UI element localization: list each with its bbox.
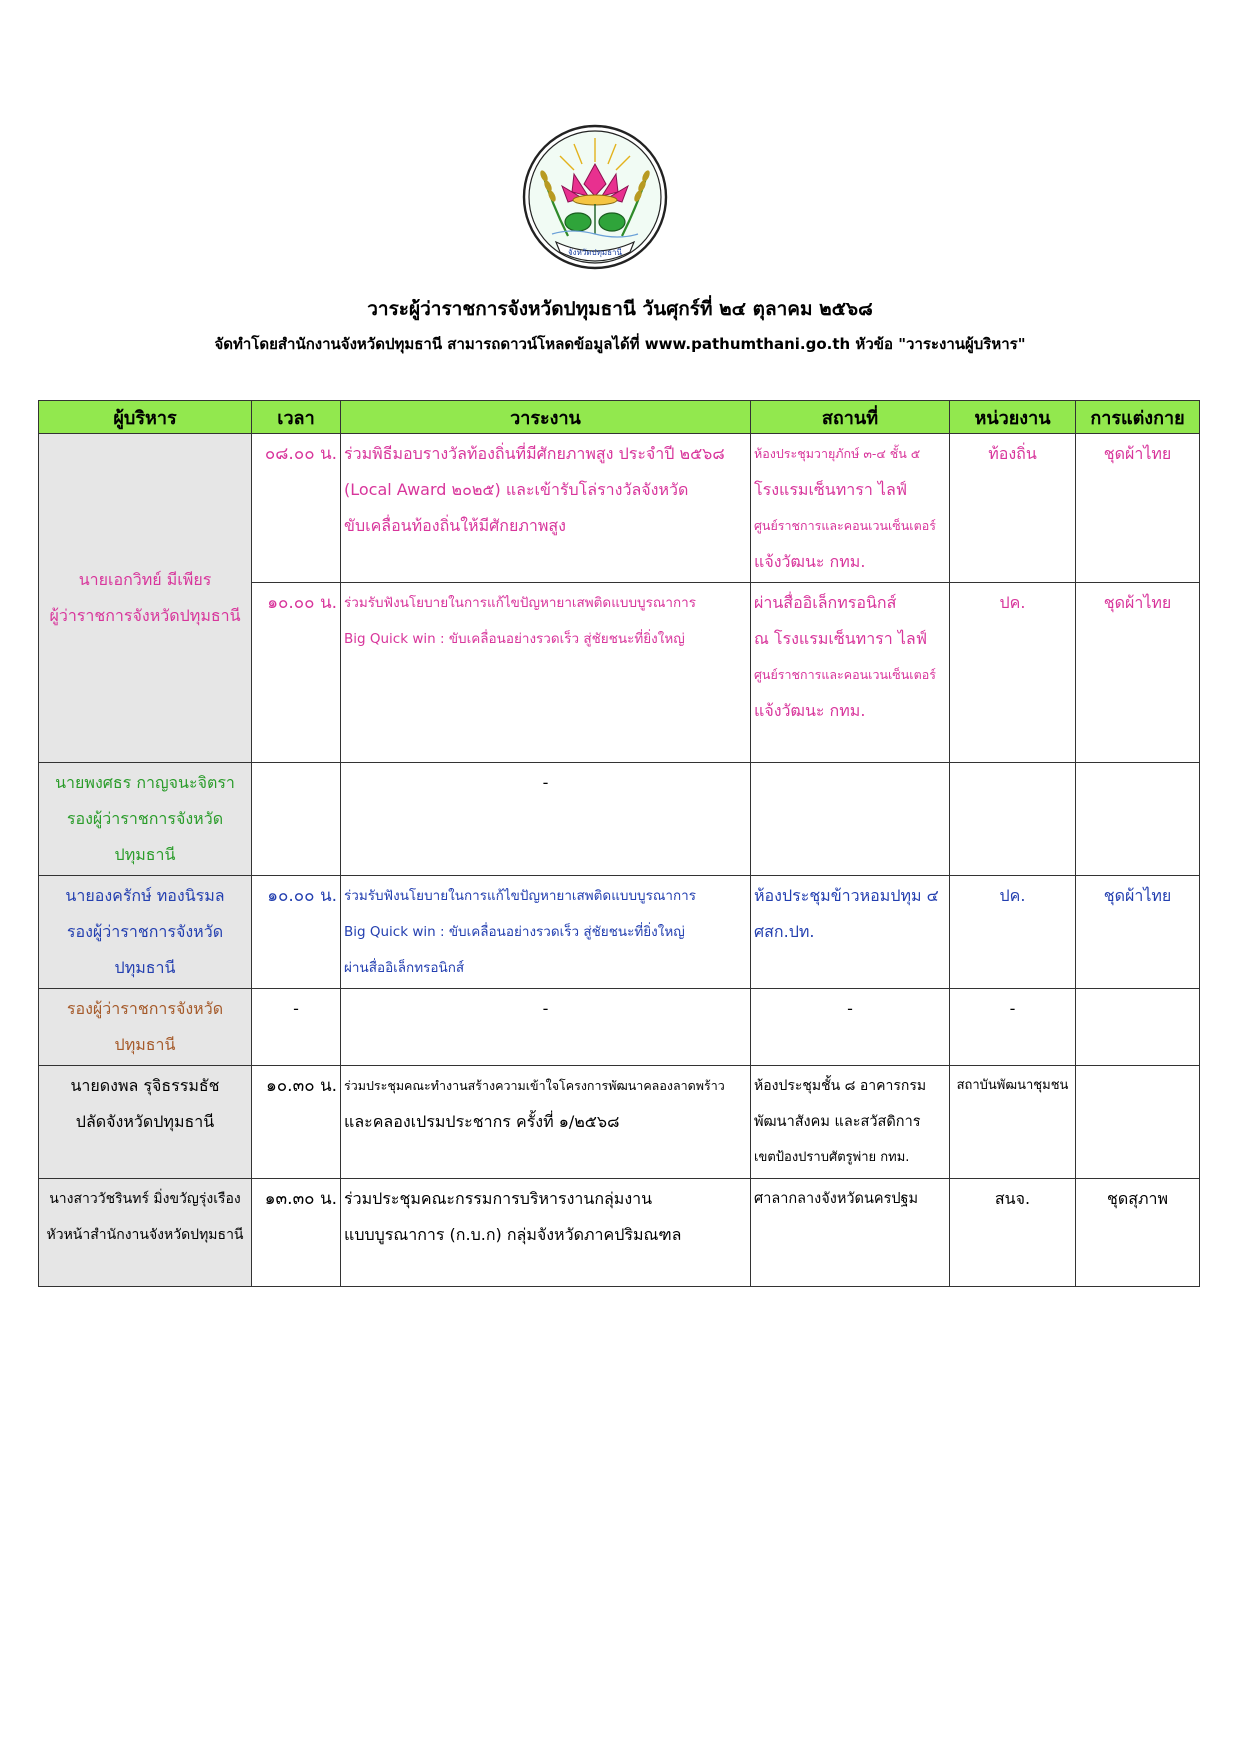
page-title: วาระผู้ว่าราชการจังหวัดปทุมธานี วันศุกร์ที่ ๒๔ ตุลาคม ๒๕๖๘ [367,298,873,320]
executive-position: รองผู้ว่าราชการจังหวัดปทุมธานี [66,809,224,864]
table-row [39,1066,1200,1179]
time-cell: ๑๓.๓๐ น. [252,1179,341,1287]
provincial-seal-logo [522,124,668,270]
executive-cell [39,763,252,876]
executive-name: นายพงศธร กาญจนะจิตรา [55,773,235,792]
dress-cell [1076,1066,1200,1179]
dress-cell: ชุดผ้าไทย [1076,876,1200,989]
executive-name: นายเอกวิทย์ มีเพียร [78,570,212,589]
unit-cell: สถาบันพัฒนาชุมชน [950,1066,1076,1179]
place-cell: ห้องประชุมข้าวหอมปทุม ๔ ศสก.ปท. [751,876,950,989]
time-cell: - [252,989,341,1066]
agenda-cell: ร่วมรับฟังนโยบายในการแก้ไขปัญหายาเสพติดแบบบูรณาการ Big Quick win : ขับเคลื่อนอย่างรวดเร็ว สู่ชัยชนะที่ยิ่งใหญ่ ผ่านสื่ออิเล็กทรอนิกส์ [341,876,751,989]
unit-cell: ปค. [950,583,1076,763]
time-cell: ๐๘.๐๐ น. [252,434,341,583]
time-cell: ๑๐.๐๐ น. [252,583,341,763]
agenda-cell: ร่วมรับฟังนโยบายในการแก้ไขปัญหายาเสพติดแบบบูรณาการ Big Quick win : ขับเคลื่อนอย่างรวดเร็ว สู่ชัยชนะที่ยิ่งใหญ่ [341,583,751,763]
executive-position: รองผู้ว่าราชการจังหวัดปทุมธานี [66,999,224,1054]
executive-cell [39,1066,252,1179]
executive-position: หัวหน้าสำนักงานจังหวัดปทุมธานี [46,1227,244,1243]
column-header-executive: ผู้บริหาร [39,401,252,434]
agenda-cell: - [341,989,751,1066]
executive-name: นายดงพล รุจิธรรมธัช [70,1076,220,1095]
page-subtitle: จัดทำโดยสำนักงานจังหวัดปทุมธานี สามารถดาวน์โหลดข้อมูลได้ที่ www.pathumthani.go.th หัวข้อ "วาระงานผู้บริหาร" [214,335,1026,353]
place-cell: ห้องประชุมวายุภักษ์ ๓-๔ ชั้น ๕ โรงแรมเซ็นทารา ไลฟ์ ศูนย์ราชการและคอนเวนเซ็นเตอร์ แจ้งวัฒนะ กทม. [751,434,950,583]
agenda-cell: ร่วมประชุมคณะกรรมการบริหารงานกลุ่มงาน แบบบูรณาการ (ก.บ.ก) กลุ่มจังหวัดภาคปริมณฑล [341,1179,751,1287]
table-row [39,763,1200,876]
dress-cell: ชุดผ้าไทย [1076,434,1200,583]
executive-position: รองผู้ว่าราชการจังหวัดปทุมธานี [66,922,224,977]
column-header-unit: หน่วยงาน [950,401,1076,434]
time-cell [252,763,341,876]
unit-cell: ท้องถิ่น [950,434,1076,583]
dress-cell [1076,763,1200,876]
table-row [39,989,1200,1066]
dress-cell [1076,989,1200,1066]
schedule-table [38,400,1200,1287]
unit-cell: สนจ. [950,1179,1076,1287]
table-row [39,1179,1200,1287]
unit-cell: - [950,989,1076,1066]
dress-cell: ชุดสุภาพ [1076,1179,1200,1287]
svg-text:จังหวัดปทุมธานี: จังหวัดปทุมธานี [567,248,623,257]
place-cell [751,763,950,876]
agenda-cell: ร่วมประชุมคณะทำงานสร้างความเข้าใจโครงการพัฒนาคลองลาดพร้าว และคลองเปรมประชากร ครั้งที่ ๑/๒๕๖๘ [341,1066,751,1179]
place-cell: ผ่านสื่ออิเล็กทรอนิกส์ ณ โรงแรมเซ็นทารา ไลฟ์ ศูนย์ราชการและคอนเวนเซ็นเตอร์ แจ้งวัฒนะ กทม. [751,583,950,763]
place-cell: - [751,989,950,1066]
time-cell: ๑๐.๐๐ น. [252,876,341,989]
place-cell: ศาลากลางจังหวัดนครปฐม [751,1179,950,1287]
executive-cell [39,989,252,1066]
executive-name: นายองครักษ์ ทองนิรมล [65,886,225,905]
unit-cell [950,763,1076,876]
agenda-cell: - [341,763,751,876]
table-row [39,434,1200,583]
column-header-dress: การแต่งกาย [1076,401,1200,434]
executive-position: ผู้ว่าราชการจังหวัดปทุมธานี [49,606,241,625]
dress-cell: ชุดผ้าไทย [1076,583,1200,763]
column-header-agenda: วาระงาน [341,401,751,434]
unit-cell: ปค. [950,876,1076,989]
agenda-cell: ร่วมพิธีมอบรางวัลท้องถิ่นที่มีศักยภาพสูง ประจำปี ๒๕๖๘ (Local Award ๒๐๒๕) และเข้ารับโล่รางวัลจังหวัด ขับเคลื่อนท้องถิ่นให้มีศักยภาพสูง [341,434,751,583]
executive-name: นางสาววัชรินทร์ มิ่งขวัญรุ่งเรือง [49,1191,241,1207]
executive-cell [39,1179,252,1287]
table-row [39,876,1200,989]
table-header-row [39,401,1200,434]
executive-position: ปลัดจังหวัดปทุมธานี [75,1112,215,1131]
place-cell: ห้องประชุมชั้น ๘ อาคารกรม พัฒนาสังคม และสวัสดิการ เขตป้องปราบศัตรูพ่าย กทม. [751,1066,950,1179]
column-header-place: สถานที่ [751,401,950,434]
column-header-time: เวลา [252,401,341,434]
executive-cell [39,434,252,763]
time-cell: ๑๐.๓๐ น. [252,1066,341,1179]
executive-cell [39,876,252,989]
